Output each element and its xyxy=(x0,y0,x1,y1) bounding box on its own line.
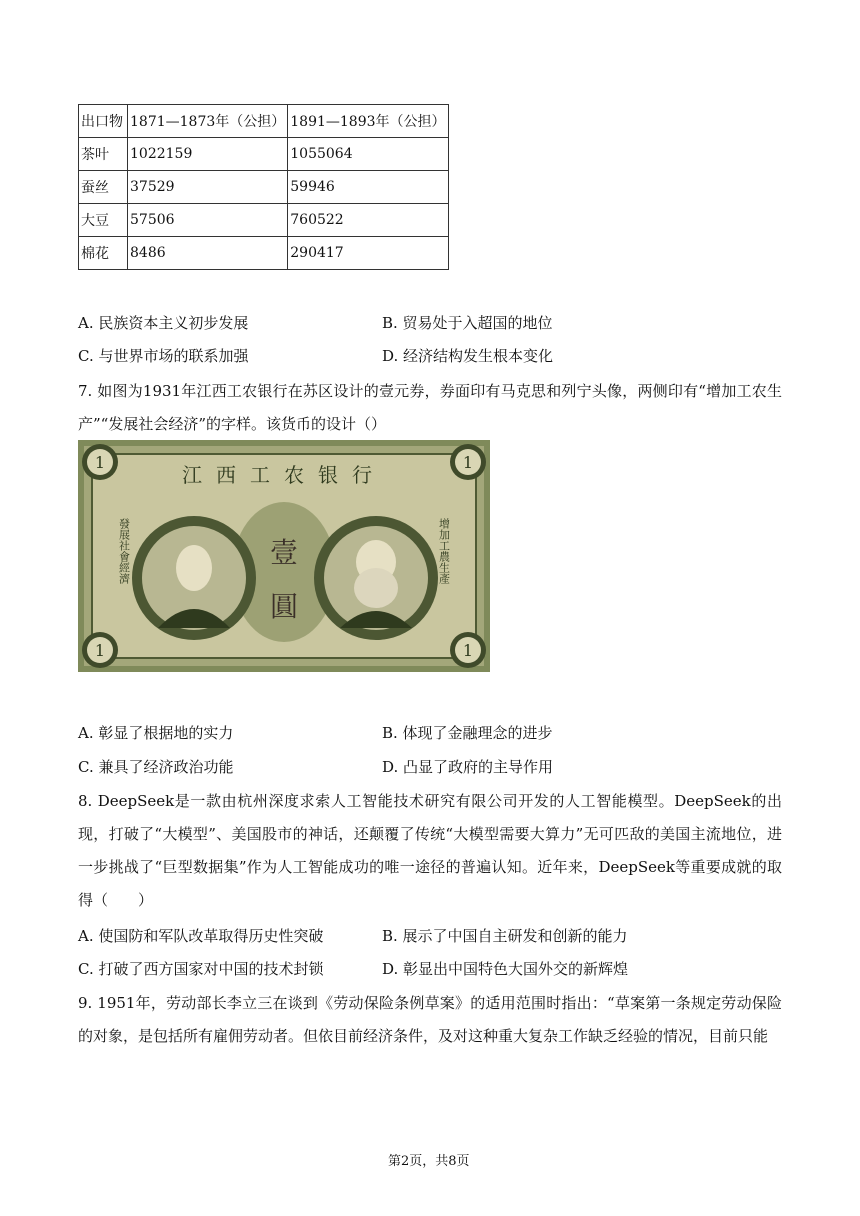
marx-portrait xyxy=(314,516,438,640)
table-header-cell: 1891—1893年（公担） xyxy=(288,105,448,138)
table-row xyxy=(79,138,449,171)
q8-stem: 8. DeepSeek是一款由杭州深度求索人工智能技术研究有限公司开发的人工智能模型。DeepSeek的出现，打破了“大模型”、美国股市的神话，还颠覆了传统“大模型需要大算力”无可匹敌的美国主流地位，进一步挑战了“巨型数据集”作为人工智能成功的唯一途径的普遍认知。近年来，DeepSeek等重要成就的取得（ ） xyxy=(78,792,782,909)
table-cell: 760522 xyxy=(288,204,448,237)
q6-option-b[interactable]: B. 贸易处于入超国的地位 xyxy=(382,314,553,332)
svg-text:1: 1 xyxy=(94,453,106,472)
banknote-bank-name: 江西工农银行 xyxy=(182,463,386,487)
table-cell: 1022159 xyxy=(128,138,288,171)
q8-option-a[interactable]: A. 使国防和军队改革取得历史性突破 xyxy=(78,927,324,945)
table-cell: 59946 xyxy=(288,171,448,204)
table-header-row xyxy=(79,105,449,138)
q7-option-a[interactable]: A. 彰显了根据地的实力 xyxy=(78,724,234,742)
table-cell: 1055064 xyxy=(288,138,448,171)
denomination-char-1: 壹 xyxy=(269,536,299,569)
banknote-right-slogan: 增加工農生產 xyxy=(437,518,451,584)
export-table xyxy=(78,104,449,270)
q7-option-d[interactable]: D. 凸显了政府的主导作用 xyxy=(382,758,554,776)
banknote-image xyxy=(78,440,490,672)
corner-medallion xyxy=(450,444,486,480)
table-cell: 8486 xyxy=(128,237,288,270)
table-header-cell: 出口物 xyxy=(79,105,128,138)
table-cell: 棉花 xyxy=(79,237,128,270)
q8-option-c[interactable]: C. 打破了西方国家对中国的技术封锁 xyxy=(78,960,324,978)
banknote-left-slogan: 發展社會經濟 xyxy=(117,518,131,584)
svg-text:1: 1 xyxy=(462,641,474,660)
table-cell: 290417 xyxy=(288,237,448,270)
q9-stem: 9. 1951年，劳动部长李立三在谈到《劳动保险条例草案》的适用范围时指出：“草案第一条规定劳动保险的对象，是包括所有雇佣劳动者。但依目前经济条件，及对这种重大复杂工作缺乏经验的情况，目前只能 xyxy=(78,994,782,1045)
q6-option-d[interactable]: D. 经济结构发生根本变化 xyxy=(382,347,554,365)
table-cell: 茶叶 xyxy=(79,138,128,171)
table-row xyxy=(79,171,449,204)
table-row xyxy=(79,237,449,270)
table-row xyxy=(79,204,449,237)
q7-stem: 7. 如图为1931年江西工农银行在苏区设计的壹元券，券面印有马克思和列宁头像，两侧印有“增加工农生产”“发展社会经济”的字样。该货币的设计（） xyxy=(78,382,782,433)
page-footer: 第2页，共8页 xyxy=(388,1154,470,1169)
table-cell: 57506 xyxy=(128,204,288,237)
table-cell: 蚕丝 xyxy=(79,171,128,204)
corner-medallion xyxy=(82,632,118,668)
svg-text:1: 1 xyxy=(94,641,106,660)
q7-option-b[interactable]: B. 体现了金融理念的进步 xyxy=(382,724,553,742)
q7-option-c[interactable]: C. 兼具了经济政治功能 xyxy=(78,758,234,776)
corner-medallion xyxy=(450,632,486,668)
q8-option-d[interactable]: D. 彰显出中国特色大国外交的新辉煌 xyxy=(382,960,629,978)
table-cell: 大豆 xyxy=(79,204,128,237)
table-cell: 37529 xyxy=(128,171,288,204)
q8-option-b[interactable]: B. 展示了中国自主研发和创新的能力 xyxy=(382,927,628,945)
table-header-cell: 1871—1873年（公担） xyxy=(128,105,288,138)
lenin-portrait xyxy=(132,516,256,640)
corner-medallion xyxy=(82,444,118,480)
q6-option-c[interactable]: C. 与世界市场的联系加强 xyxy=(78,347,249,365)
denomination-char-2: 圓 xyxy=(269,590,299,623)
svg-text:1: 1 xyxy=(462,453,474,472)
q6-option-a[interactable]: A. 民族资本主义初步发展 xyxy=(78,314,249,332)
